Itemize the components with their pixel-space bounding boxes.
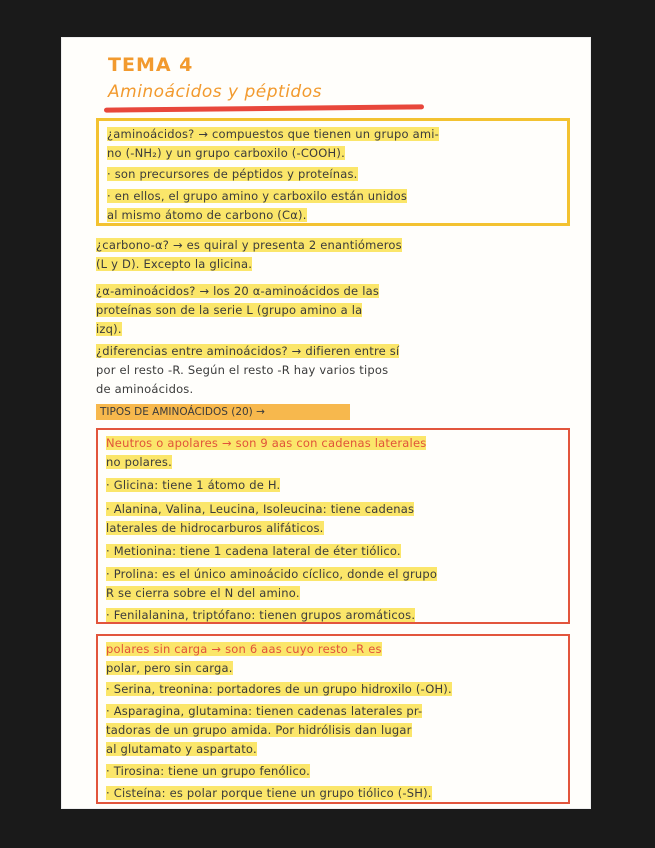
neutros-line-2: no polares.: [106, 455, 172, 469]
neutros-line-6: · Metionina: tiene 1 cadena lateral de éter tiólico.: [106, 544, 401, 558]
polares-box: [96, 634, 570, 804]
notebook-page: [62, 38, 590, 808]
tipos-banner: TIPOS DE AMINOÁCIDOS (20) →: [96, 404, 350, 420]
carbono-line-1: ¿carbono-α? → es quiral y presenta 2 enantiómeros: [96, 238, 402, 252]
intro-box: [96, 118, 570, 226]
polares-line-3: · Serina, treonina: portadores de un grupo hidroxilo (-OH).: [106, 682, 452, 696]
subtitle-underline: [104, 104, 424, 112]
neutros-line-7: · Prolina: es el único aminoácido cíclico, donde el grupo: [106, 567, 438, 581]
page-subtitle: Aminoácidos y péptidos: [108, 82, 322, 102]
polares-line-7: · Tirosina: tiene un grupo fenólico.: [106, 764, 310, 778]
polares-line-4: · Asparagina, glutamina: tienen cadenas laterales pr-: [106, 704, 423, 718]
neutros-line-9: · Fenilalanina, triptófano: tienen grupos aromáticos.: [106, 608, 416, 622]
neutros-box: [96, 428, 570, 624]
intro-line-2: no (-NH₂) y un grupo carboxilo (-COOH).: [107, 146, 345, 160]
dif-line-2: por el resto -R. Según el resto -R hay varios tipos: [96, 363, 389, 377]
polares-line-8: · Cisteína: es polar porque tiene un grupo tiólico (-SH).: [106, 786, 432, 800]
carbono-line-2: (L y D). Excepto la glicina.: [96, 257, 253, 271]
intro-line-5: al mismo átomo de carbono (Cα).: [107, 208, 307, 222]
alfa-line-2: proteínas son de la serie L (grupo amino a la: [96, 303, 363, 317]
alfa-line-1: ¿α-aminoácidos? → los 20 α-aminoácidos de las: [96, 284, 380, 298]
page-title: TEMA 4: [108, 54, 194, 76]
dif-line-1: ¿diferencias entre aminoácidos? → difieren entre sí: [96, 344, 400, 358]
alfa-line-3: izq).: [96, 322, 122, 336]
dif-line-3: de aminoácidos.: [96, 382, 194, 396]
intro-line-4: · en ellos, el grupo amino y carboxilo están unidos: [107, 189, 408, 203]
neutros-line-1: Neutros o apolares → son 9 aas con cadenas laterales: [106, 436, 427, 450]
intro-line-1: ¿aminoácidos? → compuestos que tienen un grupo ami-: [107, 127, 439, 141]
neutros-line-8: R se cierra sobre el N del amino.: [106, 586, 300, 600]
neutros-line-3: · Glicina: tiene 1 átomo de H.: [106, 478, 281, 492]
polares-line-5: tadoras de un grupo amida. Por hidrólisis dan lugar: [106, 723, 412, 737]
polares-line-1: polares sin carga → son 6 aas cuyo resto -R es: [106, 642, 382, 656]
neutros-line-4: · Alanina, Valina, Leucina, Isoleucina: tiene cadenas: [106, 502, 415, 516]
neutros-line-5: laterales de hidrocarburos alifáticos.: [106, 521, 324, 535]
intro-line-3: · son precursores de péptidos y proteínas.: [107, 167, 358, 181]
polares-line-6: al glutamato y aspartato.: [106, 742, 257, 756]
polares-line-2: polar, pero sin carga.: [106, 661, 233, 675]
